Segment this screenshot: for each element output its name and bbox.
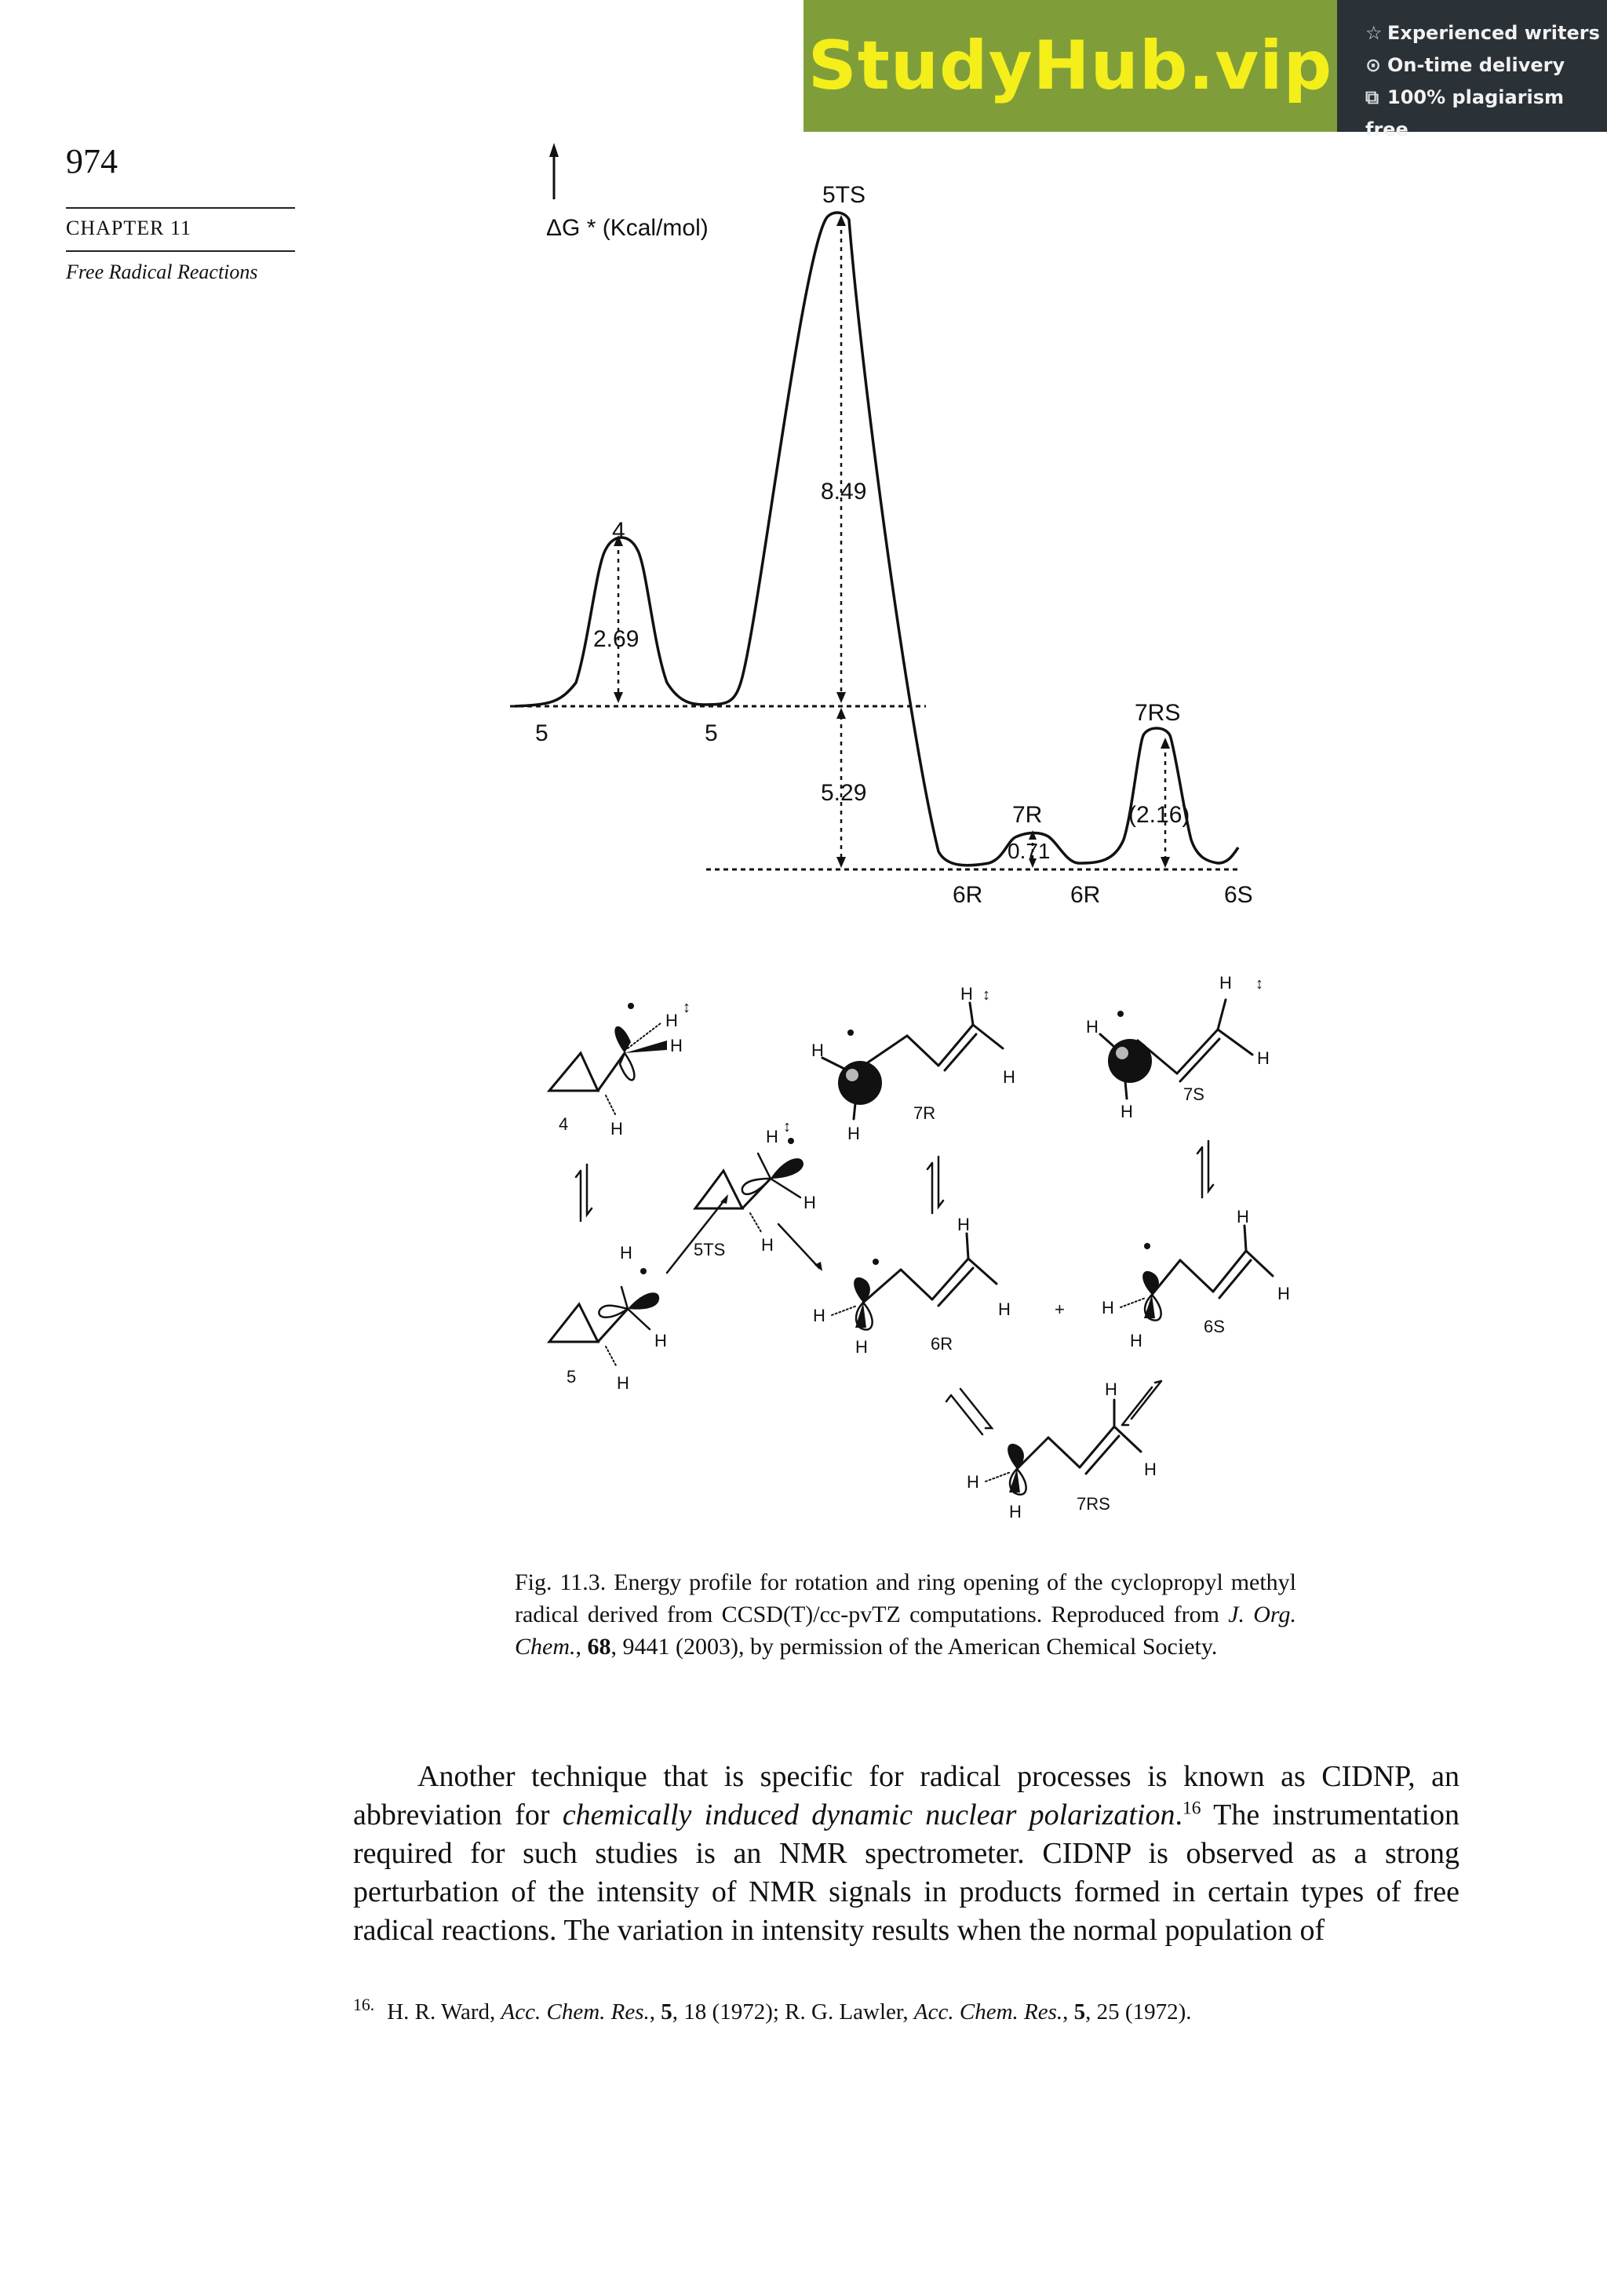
label-structure-6S: 6S: [1204, 1317, 1225, 1336]
svg-text:H: H: [1102, 1298, 1114, 1317]
svg-text:H: H: [1257, 1048, 1270, 1068]
rotation-icon: ↕: [982, 986, 990, 1004]
value-216: (2.16): [1128, 802, 1190, 828]
svg-text:H: H: [761, 1235, 774, 1255]
label-6S: 6S: [1224, 882, 1253, 908]
svg-text:H: H: [847, 1124, 860, 1143]
label-7RS: 7RS: [1135, 700, 1181, 726]
svg-text:H: H: [1121, 1102, 1133, 1121]
svg-text:H: H: [617, 1373, 629, 1393]
star-icon: ☆: [1365, 22, 1383, 44]
structure-6S: [1102, 1207, 1290, 1350]
value-849: 8.49: [821, 479, 867, 505]
figure-11-3: [486, 141, 1334, 1554]
svg-text:H: H: [811, 1040, 824, 1060]
footnote-number: 16.: [353, 1995, 375, 2015]
figure-caption: Fig. 11.3. Energy profile for rotation and ring opening of the cyclopropyl methyl radical derived from CCSD(T)/cc-pvTZ computations. Reproduced from J. Org. Chem., 68, 9441 (2003), by permission of the American Chemical Society.: [515, 1569, 1297, 1660]
p-orbital-lobe: [628, 1292, 659, 1309]
footnote-ref[interactable]: 16: [1182, 1798, 1201, 1819]
clock-icon: ⊙: [1365, 54, 1382, 76]
label-5TS: 5TS: [822, 182, 866, 208]
svg-text:H: H: [620, 1243, 632, 1263]
label-4: 4: [612, 518, 625, 544]
cyclopropane-ring: [549, 1053, 598, 1091]
studyhub-banner[interactable]: [804, 0, 1607, 140]
studyhub-logo: StudyHub.vip: [807, 27, 1333, 105]
svg-text:H: H: [1219, 973, 1232, 993]
rotation-icon: ↕: [683, 999, 691, 1016]
svg-text:H: H: [855, 1337, 868, 1357]
structure-4: [549, 999, 691, 1139]
y-axis-arrowhead: [549, 143, 559, 157]
svg-text:H: H: [654, 1331, 667, 1350]
equilibrium-arrow-4-5: [576, 1171, 581, 1221]
footnote: $^{16.}$ H. R. Ward, Acc. Chem. Res., 5, 18 (1972); R. G. Lawler, Acc. Chem. Res., 5, 25 (1972).: [353, 1995, 1192, 2024]
svg-text:H: H: [1105, 1379, 1117, 1399]
svg-text:H: H: [1277, 1284, 1290, 1303]
label-6R-left: 6R: [953, 882, 983, 908]
body-paragraph: Another technique that is specific for radical processes is known as CIDNP, an abbreviation for chemically induced dynamic nuclear polarization.$^{16}$ The instrumentation required for such studies is an NMR spectrometer. CIDNP is observed as a strong perturbation of the intensity of NMR signals in products formed in certain types of free radical reactions. The variation in intensity results when the normal population of: [353, 1760, 1459, 1947]
structure-5: [549, 1243, 667, 1393]
value-529: 5.29: [821, 780, 867, 806]
structure-7S: [1086, 973, 1270, 1121]
value-071: 0.71: [1008, 839, 1051, 863]
svg-text:H: H: [1009, 1502, 1022, 1522]
plus-sign: +: [1055, 1299, 1065, 1319]
figure-label: Fig. 11.3.: [515, 1569, 607, 1595]
label-structure-6R: 6R: [931, 1334, 953, 1354]
cyclopropane-ring: [549, 1304, 598, 1342]
svg-text:H: H: [1144, 1460, 1157, 1479]
svg-text:H: H: [665, 1011, 678, 1030]
svg-text:H: H: [766, 1127, 778, 1146]
cyclopropane-ring: [695, 1171, 742, 1208]
svg-text:H: H: [610, 1119, 623, 1139]
label-structure-5: 5: [567, 1367, 577, 1387]
energy-profile: [510, 143, 1253, 908]
chapter-label: CHAPTER 11: [66, 217, 191, 239]
feature-writers: ☆ Experienced writers: [1365, 17, 1607, 49]
section-title: Free Radical Reactions: [66, 261, 258, 283]
feature-plagiarism: ⧉ 100% plagiarism free: [1365, 82, 1607, 146]
p-orbital-sphere: [838, 1061, 882, 1105]
journal-name: J. Org. Chem.: [515, 1602, 1296, 1660]
structure-7RS: [967, 1379, 1157, 1522]
svg-text:H: H: [967, 1472, 979, 1492]
svg-text:H: H: [960, 984, 973, 1004]
page-number: 974: [66, 142, 118, 180]
svg-text:H: H: [813, 1306, 825, 1325]
svg-text:H: H: [804, 1193, 816, 1212]
svg-text:H: H: [957, 1215, 970, 1234]
svg-text:H: H: [670, 1036, 683, 1055]
svg-text:H: H: [1130, 1331, 1142, 1350]
wedge-bond: [625, 1040, 667, 1053]
italic-term: chemically induced dynamic nuclear polarization: [562, 1799, 1175, 1831]
header-rule-bottom: [66, 250, 295, 252]
rotation-icon: ↕: [1255, 975, 1263, 993]
label-structure-7RS: 7RS: [1077, 1494, 1110, 1514]
structures-scheme: [549, 973, 1290, 1522]
label-5-right: 5: [705, 720, 718, 746]
arrow-5TS-to-6R: [778, 1224, 819, 1268]
label-structure-5TS: 5TS: [694, 1240, 726, 1259]
structure-5TS: [694, 1118, 816, 1259]
banner-features: [1337, 0, 1607, 140]
structure-7R: [811, 984, 1015, 1143]
equilibrium-arrows: [576, 1141, 1213, 1434]
label-structure-7R: 7R: [913, 1103, 936, 1123]
label-structure-7S: 7S: [1183, 1084, 1204, 1104]
svg-text:H: H: [1237, 1207, 1249, 1226]
svg-text:H: H: [1003, 1067, 1015, 1087]
label-6R-right: 6R: [1070, 882, 1101, 908]
feature-delivery: ⊙ On-time delivery: [1365, 49, 1607, 82]
copy-icon: ⧉: [1365, 86, 1379, 108]
p-orbital-lobe: [1142, 1271, 1159, 1295]
structure-6R: [813, 1215, 1011, 1357]
svg-text:H: H: [1086, 1017, 1099, 1037]
header-rule-top: [66, 207, 295, 209]
studyhub-logo-panel[interactable]: [804, 0, 1337, 132]
value-269: 2.69: [593, 626, 640, 652]
label-5-left: 5: [535, 720, 548, 746]
axis-label: ΔG * (Kcal/mol): [546, 215, 709, 241]
svg-text:H: H: [998, 1299, 1011, 1319]
p-orbital-lobe: [771, 1158, 804, 1179]
label-7R: 7R: [1012, 802, 1043, 828]
journal-volume: 68: [587, 1634, 611, 1660]
p-orbital-lobe: [614, 1026, 631, 1053]
label-structure-4: 4: [559, 1114, 569, 1134]
rotation-icon: ↕: [783, 1118, 791, 1135]
